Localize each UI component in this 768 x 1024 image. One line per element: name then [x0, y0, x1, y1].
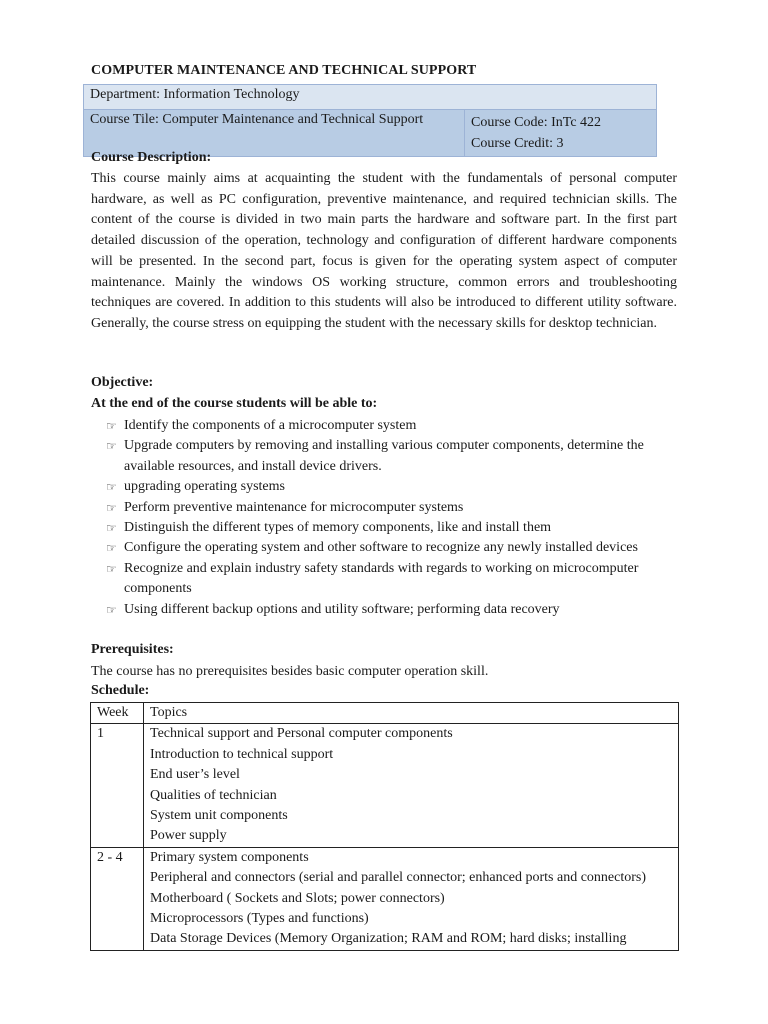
topic-item: Data Storage Devices (Memory Organization; RAM and ROM; hard disks; installing	[150, 931, 627, 947]
pointing-hand-icon: ☞	[106, 480, 117, 495]
list-item: ☞ Recognize and explain industry safety standards with regards to working on microcomputer components	[106, 560, 639, 597]
course-code-cell	[465, 110, 657, 157]
pointing-hand-icon: ☞	[106, 500, 117, 515]
objective-subheading: At the end of the course students will be able to:	[91, 396, 378, 411]
table-header-row	[91, 703, 679, 724]
list-item: ☞ Using different backup options and utility software; performing data recovery	[106, 600, 686, 620]
topic-item: Power supply	[150, 828, 227, 844]
pointing-hand-icon: ☞	[106, 561, 117, 576]
topic-item: Primary system components	[150, 849, 309, 865]
topic-item: Introduction to technical support	[150, 746, 334, 762]
objectives-list	[106, 416, 686, 620]
department-cell: Department: Information Technology	[84, 85, 657, 110]
list-item: ☞ upgrading operating systems	[106, 477, 686, 497]
table-row	[91, 847, 679, 950]
column-header-week: Week	[91, 703, 144, 724]
course-title-cell: Course Tile: Computer Maintenance and Technical Support	[84, 110, 465, 157]
topic-item: System unit components	[150, 808, 288, 824]
topics-cell	[144, 847, 679, 950]
pointing-hand-icon: ☞	[106, 541, 117, 556]
list-item: ☞ Upgrade computers by removing and installing various computer components, determine the available resources, and install device drivers.	[106, 438, 644, 474]
table-row	[91, 724, 679, 847]
week-cell: 1	[91, 724, 144, 847]
pointing-hand-icon: ☞	[106, 439, 117, 454]
document-title: COMPUTER MAINTENANCE AND TECHNICAL SUPPORT	[91, 63, 477, 78]
topic-item: Qualities of technician	[150, 787, 277, 803]
list-item: ☞ Distinguish the different types of memory components, like and install them	[106, 518, 686, 538]
week-cell: 2 - 4	[91, 847, 144, 950]
list-item: ☞ Configure the operating system and other software to recognize any newly installed devices	[106, 538, 686, 558]
topic-item: End user’s level	[150, 767, 240, 783]
course-code: Course Code: InTc 422	[471, 115, 602, 130]
topic-item: Motherboard ( Sockets and Slots; power connectors)	[150, 890, 445, 906]
course-description-heading: Course Description:	[91, 150, 212, 165]
list-item: ☞ Identify the components of a microcomputer system	[106, 416, 686, 436]
objective-heading: Objective:	[91, 375, 154, 390]
pointing-hand-icon: ☞	[106, 602, 117, 617]
course-header-table	[83, 84, 657, 157]
topic-item: Microprocessors (Types and functions)	[150, 911, 369, 927]
course-description-text: This course mainly aims at acquainting the student with the fundamentals of personal computer hardware, as well as PC configuration, preventive maintenance, and required technician skills. The content of the course is divided in two main parts the hardware and software part. In the first part detailed discussion of the operation, technology and configuration of different hardware components will be presented. In the second part, focus is given for the operating system aspect of computer maintenance. Mainly the windows OS working structure, common errors and troubleshooting techniques are covered. In addition to this students will also be introduced to different utility software. Generally, the course stress on equipping the student with the necessary skills for desktop technician.	[91, 171, 677, 331]
topic-item: Technical support and Personal computer components	[150, 726, 453, 742]
schedule-heading: Schedule:	[91, 683, 150, 698]
schedule-table	[90, 702, 679, 951]
department-row	[84, 85, 657, 110]
pointing-hand-icon: ☞	[106, 521, 117, 536]
column-header-topics: Topics	[144, 703, 679, 724]
topics-cell	[144, 724, 679, 847]
pointing-hand-icon: ☞	[106, 419, 117, 433]
topic-item: Peripheral and connectors (serial and parallel connector; enhanced ports and connectors)	[150, 870, 647, 886]
list-item: ☞ Perform preventive maintenance for microcomputer systems	[106, 498, 686, 518]
prerequisites-heading: Prerequisites:	[91, 642, 174, 657]
prerequisites-text: The course has no prerequisites besides basic computer operation skill.	[91, 664, 489, 679]
course-credit: Course Credit: 3	[471, 136, 564, 151]
